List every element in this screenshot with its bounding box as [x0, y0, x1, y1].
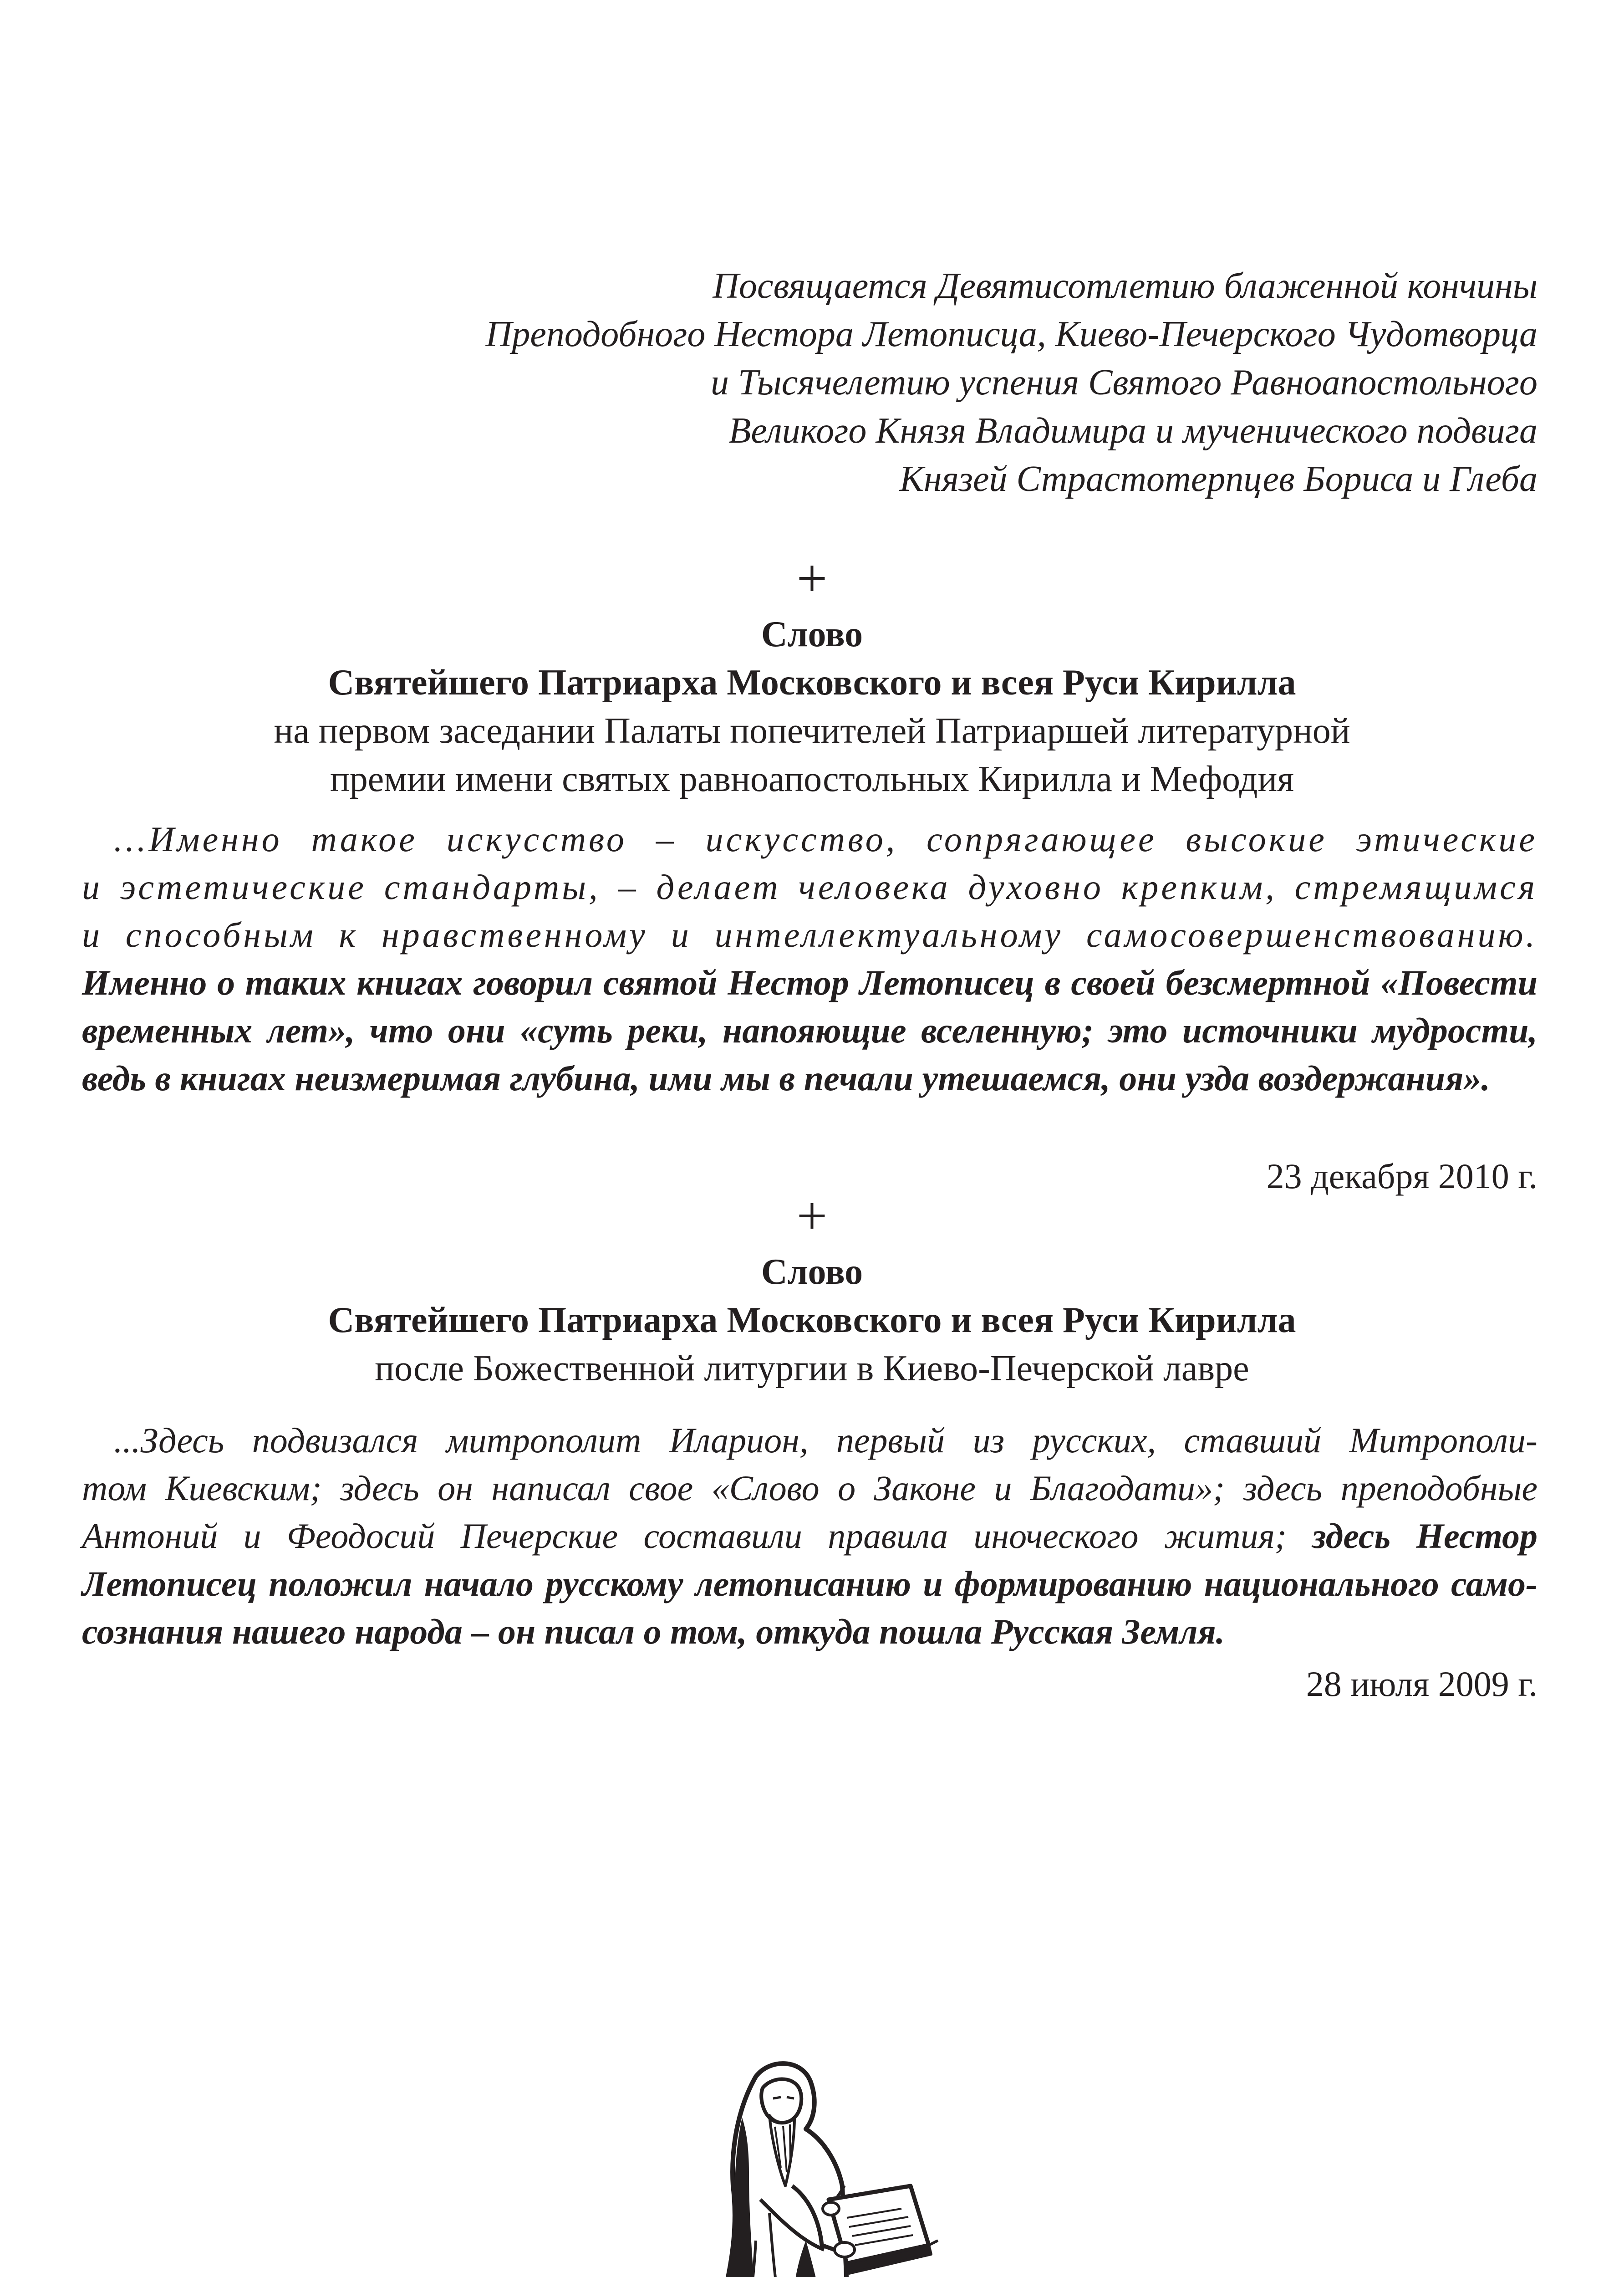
dedication-line: Князей Страстотерпцев Бориса и Глеба — [899, 459, 1537, 499]
quote-line-emphasis: Именно о таких книгах говорил святой Нестор Летописец в своей безсмертной «Повести — [82, 963, 1537, 1002]
quote-fragment-emphasis: здесь Нестор — [1312, 1516, 1538, 1556]
quote-line-mixed — [82, 1512, 1537, 1560]
section2-quote — [82, 1416, 1537, 1655]
dedication-line: Великого Князя Владимира и мученического подвига — [728, 411, 1537, 451]
section1-occasion-line: премии имени святых равноапостольных Кирилла и Мефодия — [330, 759, 1294, 799]
cross-icon: + — [796, 548, 828, 608]
quote-fragment: Антоний и Феодосий Печерские составили правила иноческого жития; — [82, 1516, 1287, 1556]
quote-line: и способным к нравственному и интеллектуальному самосовершенствованию. — [82, 915, 1537, 955]
quote-line: том Киевским; здесь он написал свое «Слово о Законе и Благодати»; здесь преподобные — [82, 1468, 1537, 1508]
section1-date: 23 декабря 2010 г. — [1266, 1156, 1537, 1196]
monk-with-book-icon — [656, 2049, 974, 2277]
quote-line: ...Здесь подвизался митрополит Иларион, первый из русских, ставший Митрополи- — [114, 1420, 1537, 1460]
section2-date: 28 июля 2009 г. — [1306, 1664, 1537, 1704]
quote-line: и эстетические стандарты, – делает человека духовно крепким, стремящимся — [82, 867, 1537, 907]
section1-title: Слово — [761, 614, 863, 654]
quote-line-emphasis: ведь в книгах неизмеримая глубина, ими мы в печали утешаемся, они узда воздержания». — [82, 1058, 1490, 1098]
dedication-line: и Тысячелетию успения Святого Равноапостольного — [711, 362, 1537, 403]
quote-line-emphasis: Летописец положил начало русскому летописанию и формированию национального само- — [82, 1564, 1537, 1603]
quote-line-emphasis: сознания нашего народа – он писал о том, откуда пошла Русская Земля. — [82, 1612, 1225, 1651]
dedication-line: Преподобного Нестора Летописца, Киево-Печерского Чудотворца — [485, 314, 1537, 354]
quote-line-emphasis: временных лет», что они «суть реки, напояющие вселенную; это источники мудрости, — [82, 1011, 1537, 1050]
section1-occasion-line: на первом заседании Палаты попечителей Патриаршей литературной — [274, 711, 1350, 751]
dedication — [273, 262, 1537, 503]
dedication-line: Посвящается Девятисотлетию блаженной кончины — [713, 266, 1537, 306]
section1-heading — [82, 610, 1542, 803]
section2-title: Слово — [761, 1252, 863, 1292]
section2-occasion-line: после Божественной литургии в Киево-Печерской лавре — [375, 1348, 1249, 1389]
section1-author: Святейшего Патриарха Московского и всея Руси Кирилла — [328, 663, 1296, 703]
section2-author: Святейшего Патриарха Московского и всея Руси Кирилла — [328, 1300, 1296, 1340]
section1-quote — [82, 815, 1537, 1102]
cross-icon: + — [796, 1185, 828, 1246]
quote-line: ...Именно такое искусство – искусство, сопрягающее высокие этические — [114, 819, 1537, 859]
section2-heading — [82, 1248, 1542, 1393]
